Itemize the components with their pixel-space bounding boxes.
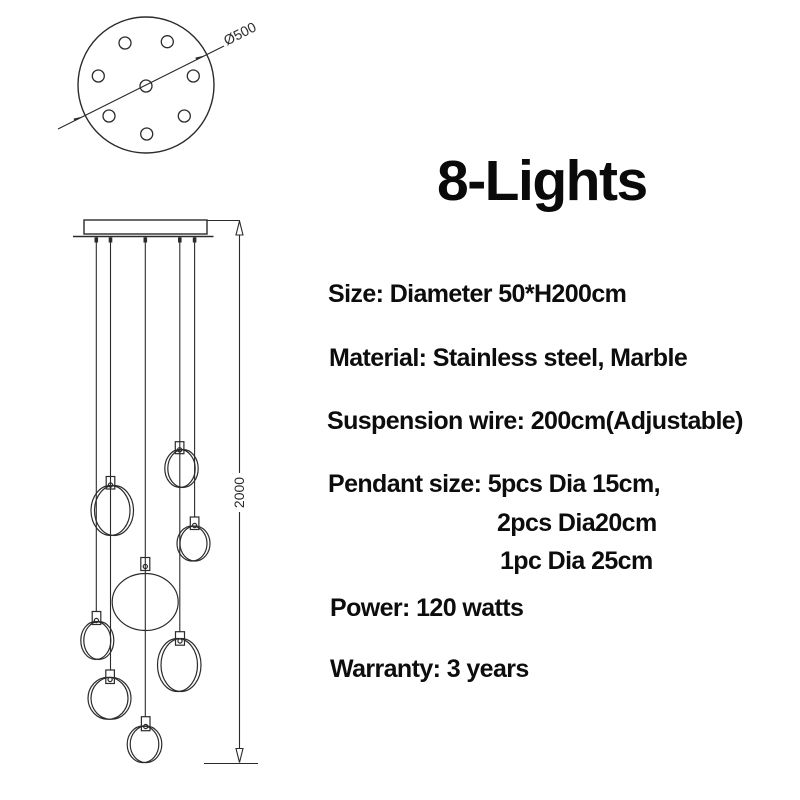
pendant-ball-highlight — [168, 450, 198, 488]
technical-drawing — [0, 0, 300, 800]
spec-pendant-size-1: Pendant size: 5pcs Dia 15cm, — [328, 470, 660, 498]
pendant-ball — [180, 526, 210, 561]
dimension-arrow-down — [236, 749, 243, 763]
pendant — [81, 612, 114, 660]
spec-material: Material: Stainless steel, Marble — [329, 344, 688, 372]
pendant-ball — [130, 726, 162, 763]
pendant-ball — [81, 622, 111, 660]
pendant-ball — [161, 639, 201, 692]
pendant-ball-highlight — [177, 526, 207, 561]
height-dimension — [204, 221, 258, 764]
pendant-ball-highlight — [127, 726, 159, 763]
pendant — [158, 632, 202, 692]
ceiling-canopy — [84, 220, 207, 234]
spec-pendant-size-3: 1pc Dia 25cm — [500, 547, 653, 575]
spec-power: Power: 120 watts — [330, 594, 524, 622]
wire-attachments — [95, 238, 197, 243]
pendant — [177, 517, 210, 561]
mounting-hole — [119, 37, 131, 49]
side-view — [73, 220, 258, 764]
top-view — [58, 17, 259, 153]
pendant — [127, 717, 162, 763]
product-title: 8-Lights — [437, 149, 647, 213]
spec-suspension-wire: Suspension wire: 200cm(Adjustable) — [327, 407, 743, 435]
dimension-arrow-up — [236, 221, 243, 235]
pendant — [91, 477, 134, 536]
diameter-label: Ø500 — [220, 18, 259, 49]
spec-warranty: Warranty: 3 years — [330, 655, 529, 683]
dimension-arrow — [74, 116, 86, 121]
mounting-hole — [141, 128, 153, 140]
pendant — [88, 670, 131, 719]
spec-size: Size: Diameter 50*H200cm — [328, 280, 627, 308]
mounting-hole — [161, 36, 173, 48]
spec-pendant-size-2: 2pcs Dia20cm — [497, 509, 657, 537]
dimension-arrow — [195, 55, 207, 60]
pendant-ball-highlight — [95, 486, 134, 536]
mounting-hole — [92, 70, 104, 82]
mounting-hole — [103, 110, 115, 122]
pendant-ball-highlight — [158, 639, 198, 692]
mounting-hole-center — [140, 80, 152, 92]
mounting-hole — [187, 70, 199, 82]
pendant-ball-highlight — [84, 622, 114, 660]
height-label: 2000 — [231, 476, 247, 509]
mounting-hole — [178, 110, 190, 122]
pendant — [165, 442, 198, 488]
